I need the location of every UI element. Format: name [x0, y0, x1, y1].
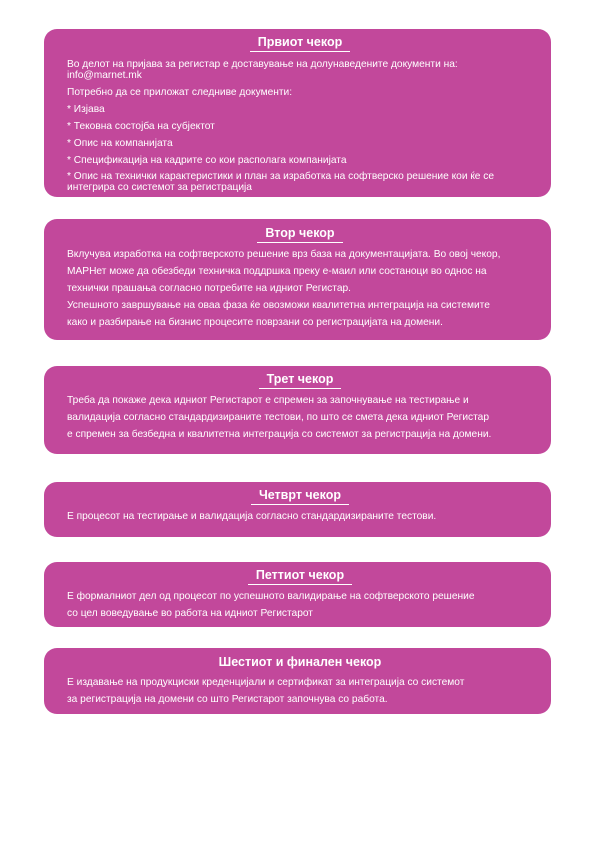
step-1-intro: Во делот на пријава за регистар е доставување на долунаведените документи на: info@marnet.mk: [67, 59, 458, 81]
step-5-card: [44, 562, 551, 627]
step-6-title: Шестиот и финален чекор: [218, 655, 382, 669]
step-1-title: Првиот чекор: [250, 35, 350, 52]
step-1-card: [44, 29, 551, 197]
step-1-item: * Спецификација на кадрите со кои располага компанијата: [67, 155, 347, 166]
step-2-line: Успешното завршување на оваа фаза ќе овозможи квалитетна интеграција на системите: [67, 300, 490, 311]
step-3-card: [44, 366, 551, 454]
step-3-line: Треба да покаже дека идниот Регистарот е спремен за започнување на тестирање и: [67, 395, 469, 406]
step-6-line: за регистрација на домени со што Регистарот започнува со работа.: [67, 694, 388, 705]
step-5-title: Петтиот чекор: [248, 568, 352, 585]
step-1-subtitle: Потребно да се приложат следниве документи:: [67, 87, 293, 98]
step-5-line: со цел воведување во работа на идниот Регистарот: [67, 608, 313, 619]
step-2-card: [44, 219, 551, 340]
step-1-item: * Тековна состојба на субјектот: [67, 121, 215, 132]
step-2-title: Втор чекор: [257, 226, 342, 243]
step-1-item: * Изјава: [67, 104, 105, 115]
step-2-line: како и разбирање на бизнис процесите поврзани со регистрацијата на домени.: [67, 317, 443, 328]
step-4-title: Четврт чекор: [251, 488, 349, 505]
step-4-line: Е процесот на тестирање и валидација согласно стандардизираните тестови.: [67, 511, 437, 522]
step-3-line: валидација согласно стандардизираните тестови, по што се смета дека идниот Регистар: [67, 412, 490, 423]
step-2-line: МАРНет може да обезбеди техничка поддршка преку е-маил или состаноци во однос на: [67, 266, 487, 277]
step-6-card: [44, 648, 551, 714]
step-1-item: * Опис на технички карактеристики и план за изработка на софтверско решение кои ќе се интегрира со системот за регистрација: [67, 171, 495, 193]
step-4-card: [44, 482, 551, 537]
step-1-item: * Опис на компанијата: [67, 138, 173, 149]
step-2-line: Вклучува изработка на софтверското решение врз база на документацијата. Во овој чекор,: [67, 249, 501, 260]
step-3-title: Трет чекор: [259, 372, 342, 389]
step-2-line: технички прашања согласно потребите на идниот Регистар.: [67, 283, 351, 294]
step-6-line: Е издавање на продукциски креденцијали и сертификат за интеграција со системот: [67, 677, 465, 688]
step-5-line: Е формалниот дел од процесот по успешното валидирање на софтверското решение: [67, 591, 475, 602]
step-3-line: е спремен за безбедна и квалитетна интеграција со системот за регистрација на домени.: [67, 429, 492, 440]
